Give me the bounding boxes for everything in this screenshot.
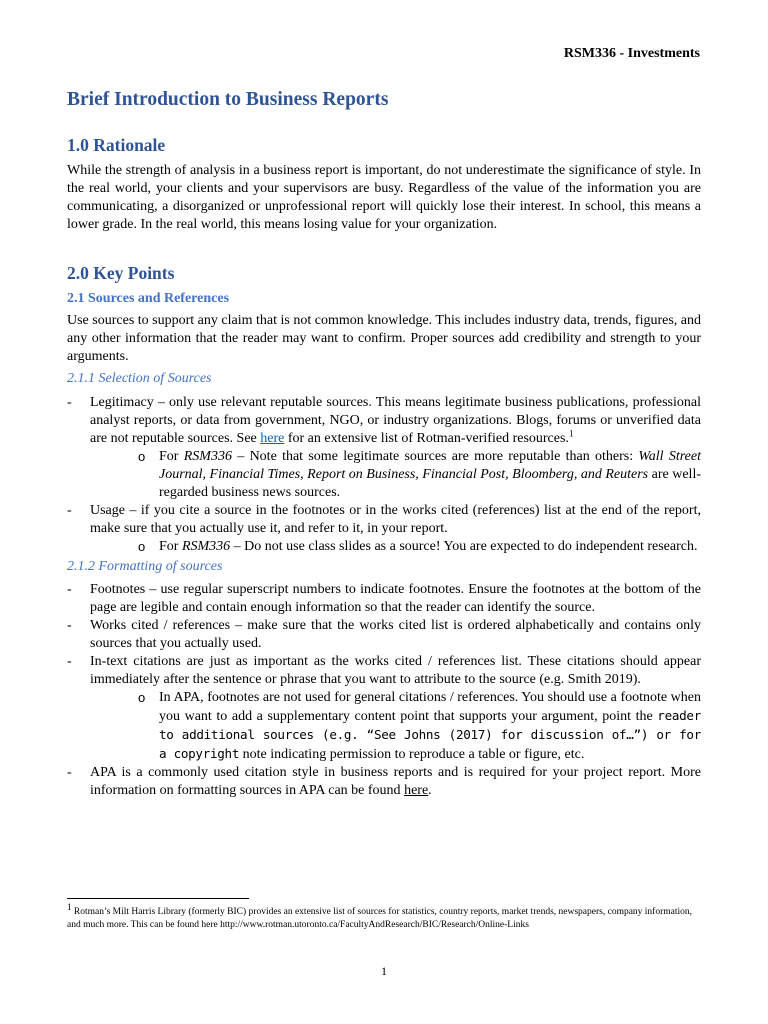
dash-bullet: - xyxy=(67,764,72,780)
list-item-apa-footnotes xyxy=(90,689,701,764)
subsubsection-heading-formatting: 2.1.2 Formatting of sources xyxy=(67,558,223,574)
publication-list: Wall Street Journal, Financial Times, Report on Business, Financial Post, Bloomberg, and Reuters xyxy=(159,448,701,482)
legitimacy-text-after: for an extensive list of Rotman-verified resources. xyxy=(284,430,569,446)
subsection-heading-sources: 2.1 Sources and References xyxy=(67,291,230,307)
apa-text-before: APA is a commonly used citation style in business reports and is required for your project report. More information on formatting sources in APA can be found xyxy=(90,764,701,798)
dash-bullet: - xyxy=(67,394,72,410)
usage-sublist xyxy=(90,538,701,556)
list-item-legitimacy xyxy=(67,394,701,502)
apa-formatting-link[interactable]: here xyxy=(404,782,429,798)
course-code: RSM336 xyxy=(181,538,231,554)
apa-note-text-end: note indicating permission to reproduce a table or figure, etc. xyxy=(242,746,585,762)
apa-footnotes-text xyxy=(159,689,701,764)
dash-bullet: - xyxy=(67,653,72,669)
list-item-works-cited xyxy=(67,617,701,653)
for-label: For xyxy=(159,448,184,464)
circle-bullet: o xyxy=(138,689,146,705)
sources-paragraph: Use sources to support any claim that is not common knowledge. This includes industry data, trends, figures, and any other information that the reader may want to confirm. Proper sources add credibility and strength to your arguments. xyxy=(67,313,701,365)
list-item-class-slides xyxy=(90,538,701,556)
selection-list xyxy=(67,394,701,556)
footnote-number: 1 xyxy=(67,901,72,912)
footnote-separator xyxy=(67,898,249,899)
apa-text xyxy=(90,764,701,800)
for-label: For xyxy=(159,538,182,554)
usage-text: Usage – if you cite a source in the footnotes or in the works cited (references) list at the end of the report, make sure that you actually use it, and refer to it, in your report. xyxy=(90,502,701,536)
circle-bullet: o xyxy=(138,538,146,554)
list-item-in-text-citations xyxy=(67,653,701,764)
apa-note-text: In APA, footnotes are not used for general citations / references. You should use a footnote when you want to add a supplementary content point that supports your argument, point the xyxy=(159,689,701,724)
reputable-text-a: – Note that some legitimate sources are more reputable than others: xyxy=(231,448,639,464)
legitimacy-sublist xyxy=(90,448,701,502)
dash-bullet: - xyxy=(67,581,72,597)
course-code: RSM336 xyxy=(183,448,232,464)
circle-bullet: o xyxy=(138,448,146,464)
section-heading-key-points: 2.0 Key Points xyxy=(67,263,175,284)
footnote xyxy=(67,901,701,932)
subsubsection-heading-selection: 2.1.1 Selection of Sources xyxy=(67,371,212,387)
apa-note-sublist xyxy=(90,689,701,764)
dash-bullet: - xyxy=(67,502,72,518)
dash-bullet: - xyxy=(67,617,72,633)
document-title: Brief Introduction to Business Reports xyxy=(67,89,389,110)
rotman-sources-link[interactable]: here xyxy=(260,430,285,446)
footnote-reference[interactable]: 1 xyxy=(568,427,574,438)
reputable-text-b: are well-regarded business news sources. xyxy=(159,466,701,500)
list-item-reputable-sources xyxy=(90,448,701,502)
legitimacy-text-before: Legitimacy – only use relevant reputable sources. This means legitimate business publications, professional analyst reports, or data from government, NGO, or industry organizations. Blogs, forums or unverified data are not reputable sources. See xyxy=(90,394,701,446)
legitimacy-text xyxy=(90,394,701,448)
rationale-paragraph: While the strength of analysis in a business report is important, do not underestimate the significance of style. In the real world, your clients and your supervisors are busy. Regardless of the value of the information you are communicating, a disorganized or unprofessional report will quickly lose their interest. In school, this means a lower grade. In the real world, this means losing value for your organization. xyxy=(67,163,701,233)
in-text-citations-text: In-text citations are just as important as the works cited / references list. These citations should appear immediately after the sentence or phrase that you want to attribute to the source (e.g. Smith 2019). xyxy=(90,653,701,687)
works-cited-text: Works cited / references – make sure that the works cited list is ordered alphabetically and contains only sources that you actually used. xyxy=(90,617,701,651)
list-item-footnotes xyxy=(67,581,701,617)
footnote-text: Rotman’s Milt Harris Library (formerly BIC) provides an extensive list of sources for statistics, country reports, market trends, newspapers, company information, and much more. This can be found here http://www.rotman.utoronto.ca/FacultyAndResearch/BIC/Research/Online-Links xyxy=(67,907,693,930)
class-slides-body: – Do not use class slides as a source! You are expected to do independent research. xyxy=(230,538,698,554)
page-number: 1 xyxy=(381,964,387,978)
page-header-course: RSM336 - Investments xyxy=(563,46,700,61)
list-item-usage xyxy=(67,502,701,556)
reputable-sources-text xyxy=(159,448,701,502)
formatting-list xyxy=(67,581,701,800)
footnotes-text: Footnotes – use regular superscript numbers to indicate footnotes. Ensure the footnotes at the bottom of the page are legible and contain enough information so that the reader can identify the source. xyxy=(90,581,701,615)
apa-note-mono-text: reader to additional sources (e.g. “See Johns (2017) for discussion of…”) or for a copyright xyxy=(159,707,701,761)
class-slides-text xyxy=(159,538,701,556)
section-heading-rationale: 1.0 Rationale xyxy=(67,135,166,156)
apa-text-after: . xyxy=(428,782,432,798)
list-item-apa xyxy=(67,764,701,800)
page-content xyxy=(67,88,701,802)
